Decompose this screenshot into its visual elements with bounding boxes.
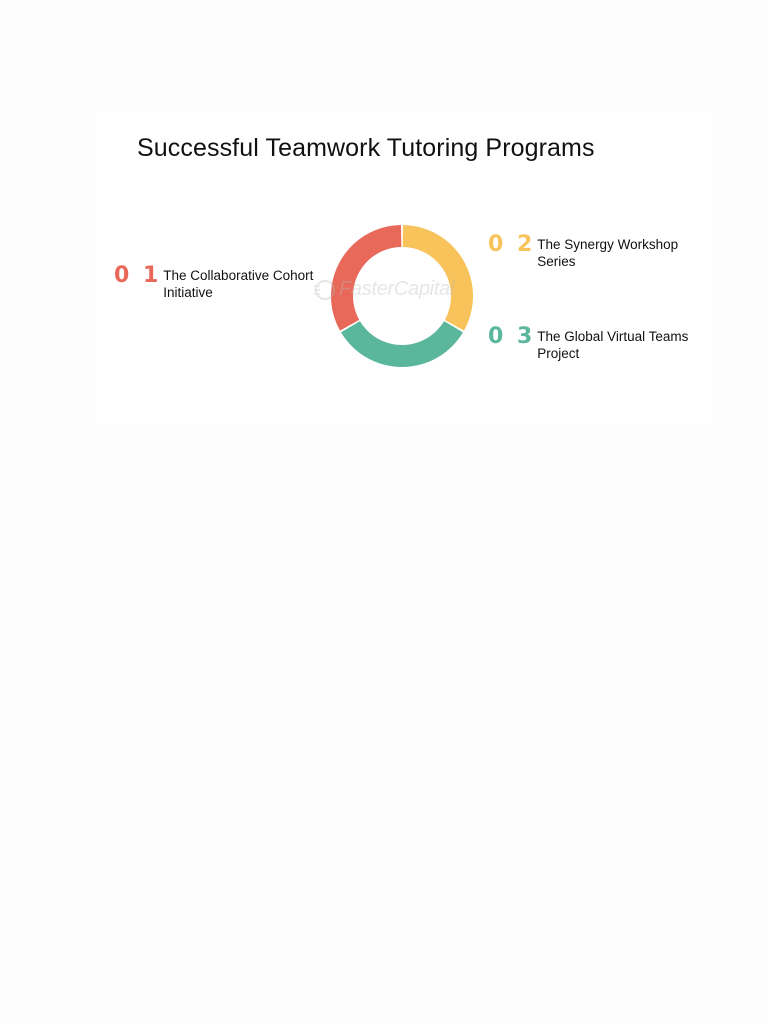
donut-segment-1 xyxy=(403,225,473,331)
donut-chart xyxy=(327,221,477,371)
infographic-title: Successful Teamwork Tutoring Programs xyxy=(137,134,595,162)
watermark-text: FasterCapital xyxy=(339,278,455,300)
program-item-3 xyxy=(488,325,702,362)
program-item-2 xyxy=(488,233,692,270)
program-number-1: 0 1 xyxy=(114,263,162,288)
program-item-1 xyxy=(114,264,323,301)
donut-segment-3 xyxy=(331,225,401,331)
program-label-1: The Collaborative Cohort Initiative xyxy=(163,268,314,300)
program-label-2: The Synergy Workshop Series xyxy=(537,237,679,269)
program-number-2: 0 2 xyxy=(488,232,536,257)
program-label-3: The Global Virtual Teams Project xyxy=(537,329,689,361)
infographic xyxy=(96,112,712,424)
donut-segment-2 xyxy=(341,321,463,367)
program-number-3: 0 3 xyxy=(488,324,536,349)
